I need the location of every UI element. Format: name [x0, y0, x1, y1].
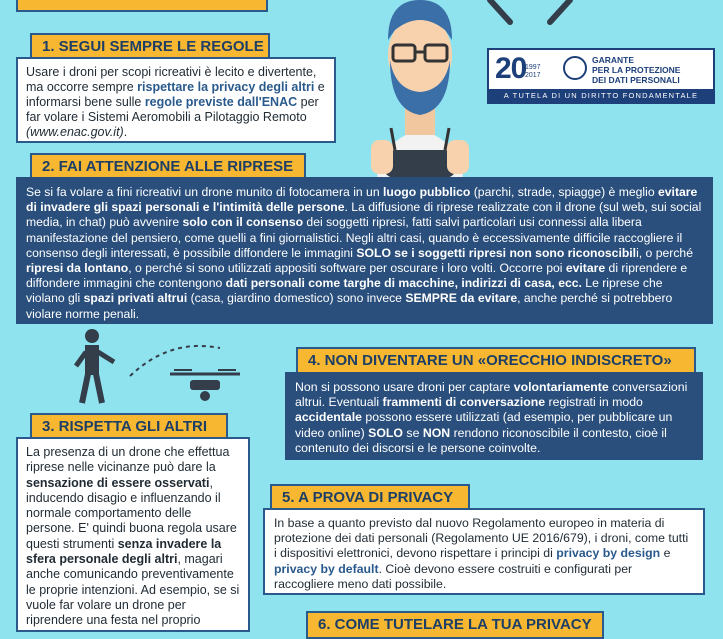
- text: i, o perché: [636, 245, 693, 260]
- text: .: [123, 125, 128, 139]
- section-4-body: [285, 372, 703, 460]
- text: , inducendo disagio e influenzando il normale comportamento delle persone. E' quindi buona regola usare questi strumenti: [26, 475, 237, 551]
- republic-seal-icon: [563, 56, 587, 80]
- text: e: [660, 546, 671, 561]
- text: per far volare i Sistemi Aeromobili a Pilotaggio Remoto: [26, 95, 319, 124]
- text-bold: SOLO se i soggetti ripresi non sono riconoscibil: [356, 245, 637, 260]
- text-bold: NON: [422, 425, 451, 440]
- text: possono essere utilizzati (ad esempio, per pubblicare un video online): [295, 410, 673, 440]
- text: La presenza di un drone che effettua riprese nelle vicinanze può dare la: [26, 445, 230, 475]
- section-6-title: 6. COME TUTELARE LA TUA PRIVACY: [306, 611, 604, 639]
- text: conversazioni altrui. Eventuali: [295, 380, 688, 410]
- text: In base a quanto previsto dal nuovo Regolamento europeo in materia di protezione dei dati personali (Regolamento UE 2016/679), i droni, come tutti i dispositivi elettronici, devono rispettare i principi di: [274, 516, 689, 561]
- text: , magari anche comunicando preventivamente le proprie intenzioni. Ad esempio, se si vuole far volare un drone per riprendere una festa nel proprio: [26, 552, 240, 628]
- text-bold: ripresi da lontano: [26, 261, 129, 276]
- text: Non si possono usare droni per captare: [295, 380, 514, 394]
- logo-title: GARANTE PER LA PROTEZIONE DEI DATI PERSONALI: [592, 55, 681, 85]
- text-bold: volontariamente: [513, 380, 609, 394]
- garante-logo: [487, 48, 715, 104]
- section-5-body: [263, 508, 705, 595]
- text-bold: evitare: [565, 261, 606, 276]
- text-bold: rispettare la privacy degli altri: [137, 80, 315, 94]
- section-3-title: 3. RISPETTA GLI ALTRI: [30, 413, 228, 441]
- text: Le riprese che violano gli: [26, 276, 663, 306]
- text: di riprendere e diffondere immagini che contengono: [26, 261, 688, 291]
- section-1-body: [16, 57, 336, 143]
- section-2-body: [16, 177, 713, 324]
- text: . La diffusione di riprese realizzate con il drone (sul web, sui social media, in chat) può avvenire: [26, 200, 702, 230]
- text-bold: dati personali come targhe di macchine, indirizzi di casa, ecc.: [225, 276, 582, 291]
- section-5-title: 5. A PROVA DI PRIVACY: [270, 484, 470, 512]
- text-bold: solo con il consenso: [182, 215, 304, 230]
- text-bold: sensazione di essere osservati: [26, 475, 210, 490]
- enac-link-text: (www.enac.gov.it): [26, 125, 124, 139]
- text-bold: evitare di invadere gli spazi personali e l'intimità delle persone: [26, 185, 698, 215]
- text-bold: regole previste dall'ENAC: [144, 95, 298, 109]
- drone-icon-top: [480, 0, 580, 30]
- text: registrati in modo: [545, 395, 643, 410]
- text: (casa, giardino domestico) sono invece: [187, 291, 406, 306]
- text: dei soggetti ripresi, fatti salvi particolari usi connessi alla libera manifestazione del pensiero, come quelli a fini giornalistici. Negli altri casi, quando è eccessivamente difficile raccogliere il consenso degli interessati, è possibile diffondere le immagini: [26, 215, 683, 260]
- logo-years: 1997 2017: [525, 64, 541, 79]
- section-1-title: 1. SEGUI SEMPRE LE REGOLE: [30, 33, 270, 61]
- text: , anche perché si potrebbero violare norme penali.: [26, 291, 673, 321]
- section-2-title: 2. FAI ATTENZIONE ALLE RIPRESE: [30, 153, 306, 181]
- text: e informarsi bene sulle: [26, 80, 325, 109]
- person-flying-drone-illustration: [70, 328, 250, 408]
- text-bold: SOLO: [368, 425, 403, 440]
- text: se: [403, 425, 423, 440]
- text-bold: senza invadere la sfera personale degli altri: [26, 536, 222, 567]
- top-banner-fragment: [16, 0, 268, 12]
- logo-number: 20: [495, 52, 527, 85]
- text: . Cioè devono essere costruiti e configurati per raccogliere meno dati possibile.: [274, 561, 633, 591]
- text: Usare i droni per scopi ricreativi è lecito e divertente, ma occorre sempre: [26, 65, 317, 94]
- text: rendono riconoscibile il contesto, cioè il contenuto dei discorsi e le persone coinvolte.: [295, 425, 667, 455]
- drone-pilot-illustration: [355, 0, 485, 200]
- text: Se si fa volare a fini ricreativi un drone munito di fotocamera in un: [26, 185, 384, 199]
- text-bold: privacy by default: [274, 561, 379, 576]
- text-bold: accidentale: [295, 410, 362, 425]
- text-bold: spazi privati altrui: [83, 291, 188, 306]
- text-bold: frammenti di conversazione: [382, 395, 546, 410]
- logo-tagline: A TUTELA DI UN DIRITTO FONDAMENTALE: [489, 89, 713, 102]
- section-3-body: [16, 437, 250, 632]
- section-4-title: 4. NON DIVENTARE UN «ORECCHIO INDISCRETO»: [296, 347, 696, 375]
- text: , o perché si sono utilizzati appositi software per oscurare i loro volti. Occorre poi: [128, 261, 566, 276]
- text-bold: SEMPRE da evitare: [405, 291, 518, 306]
- text-bold: luogo pubblico: [383, 185, 471, 199]
- text: (parchi, strade, spiagge) è meglio: [470, 185, 658, 199]
- text-bold: privacy by design: [556, 546, 661, 561]
